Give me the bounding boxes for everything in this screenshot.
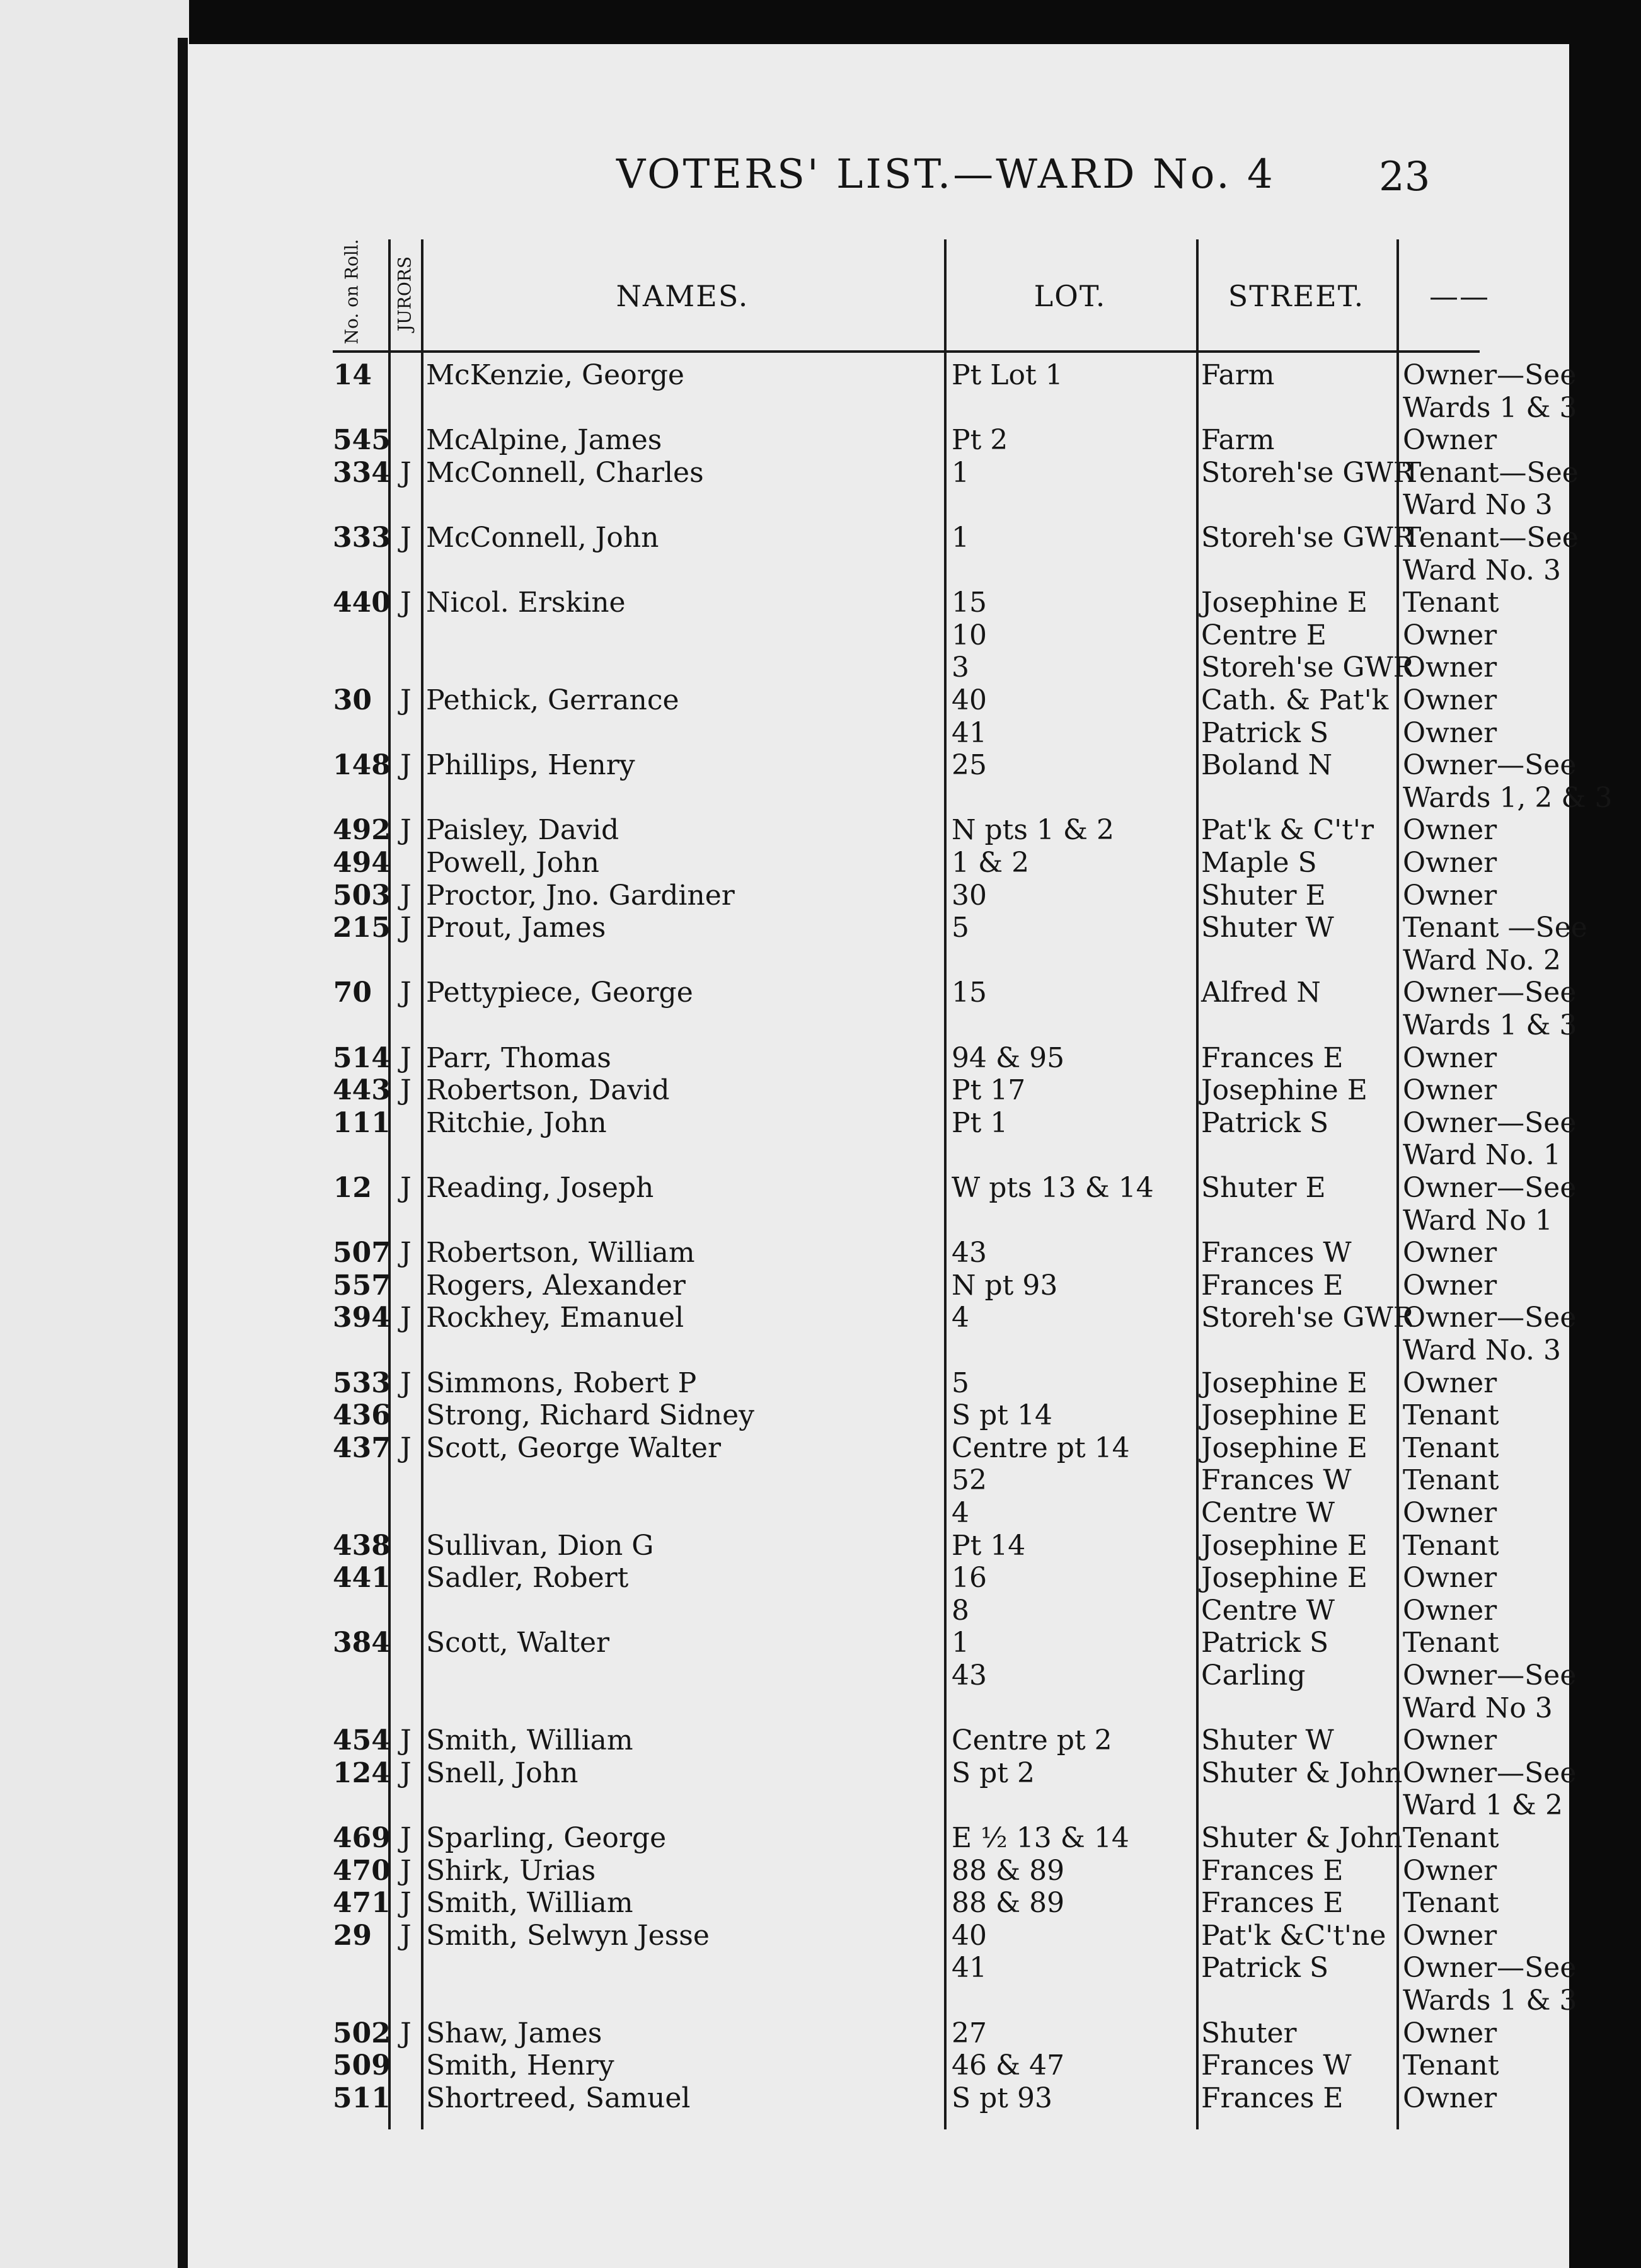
voter-name: Strong, Richard Sidney — [426, 1399, 755, 1432]
voter-name: Robertson, William — [426, 1237, 695, 1269]
juror-mark: J — [400, 2017, 412, 2049]
roll-number: 124 — [333, 1756, 391, 1789]
table-row — [333, 587, 1499, 619]
voter-name: Prout, James — [426, 912, 606, 944]
table-row — [333, 716, 1497, 750]
lot-cell: Pt 14 — [952, 1529, 1026, 1562]
status-cell: Owner — [1403, 1562, 1497, 1595]
table-row — [333, 1302, 1577, 1334]
table-row — [333, 2017, 1497, 2050]
status-cell: Owner — [1403, 684, 1497, 716]
page-title: VOTERS' LIST.—WARD No. 4 — [616, 151, 1275, 198]
col-header-street: STREET. — [1228, 279, 1365, 313]
table-row — [333, 1431, 1499, 1465]
street-cell: Patrick S — [1201, 1627, 1329, 1659]
street-cell: Josephine E — [1201, 1562, 1368, 1595]
voter-name: McConnell, Charles — [426, 456, 704, 489]
status-cell: Tenant — [1403, 1529, 1499, 1562]
table-row — [333, 1822, 1499, 1855]
roll-number: 502 — [333, 2017, 391, 2049]
lot-cell: 52 — [952, 1464, 987, 1497]
voter-name: Ritchie, John — [426, 1106, 607, 1139]
lot-cell: 41 — [952, 1952, 987, 1984]
table-row — [333, 814, 1497, 847]
voter-name: Proctor, Jno. Gardiner — [426, 879, 735, 912]
voter-name: Sullivan, Dion G — [426, 1529, 654, 1562]
voter-name: Pettypiece, George — [426, 976, 693, 1009]
status-cell: Tenant — [1403, 1464, 1499, 1497]
street-cell: Pat'k &C't'ne — [1201, 1919, 1386, 1952]
roll-number: 503 — [333, 879, 391, 912]
lot-cell: 43 — [952, 1659, 987, 1692]
roll-number: 334 — [333, 456, 391, 489]
table-row — [333, 651, 1497, 684]
table-row — [333, 912, 1587, 944]
status-cell: Owner — [1403, 424, 1497, 457]
voter-name: Rogers, Alexander — [426, 1269, 686, 1302]
status-cell: Tenant—See — [1403, 522, 1579, 554]
table-row — [333, 781, 1613, 815]
table-row — [333, 1366, 1497, 1400]
lot-cell: 4 — [952, 1302, 969, 1334]
juror-mark: J — [400, 1919, 412, 1952]
street-cell: Patrick S — [1201, 1106, 1329, 1139]
status-cell: Tenant — [1403, 2049, 1499, 2082]
juror-mark: J — [400, 976, 412, 1009]
street-cell: Shuter E — [1201, 1172, 1326, 1204]
roll-number: 469 — [333, 1822, 391, 1854]
voter-name: Shaw, James — [426, 2017, 602, 2049]
juror-mark: J — [400, 1431, 412, 1464]
status-cell: Owner — [1403, 1724, 1497, 1757]
voter-name: Smith, William — [426, 1887, 633, 1920]
status-cell: Tenant — [1403, 587, 1499, 619]
status-cell: Tenant—See — [1403, 456, 1579, 489]
status-cell: Owner—See — [1403, 1659, 1577, 1692]
table-row — [333, 1756, 1577, 1790]
status-cell: Owner — [1403, 2082, 1497, 2114]
roll-number: 440 — [333, 587, 391, 619]
street-cell: Shuter & John — [1201, 1756, 1403, 1789]
col-header-lot: LOT. — [1034, 279, 1107, 313]
table-row — [333, 391, 1577, 425]
voter-name: Parr, Thomas — [426, 1041, 611, 1074]
voter-name: Pethick, Gerrance — [426, 684, 679, 716]
street-cell: Josephine E — [1201, 1399, 1368, 1432]
street-cell: Carling — [1201, 1659, 1306, 1692]
lot-cell: 16 — [952, 1562, 987, 1595]
street-cell: Farm — [1201, 359, 1275, 391]
status-cell: Owner—See — [1403, 749, 1577, 782]
street-cell: Josephine E — [1201, 1366, 1368, 1399]
voter-name: Reading, Joseph — [426, 1172, 654, 1204]
table-row — [333, 1952, 1577, 1984]
table-row — [333, 619, 1497, 652]
lot-cell: 88 & 89 — [952, 1887, 1065, 1920]
lot-cell: 3 — [952, 651, 969, 684]
table-row — [333, 1497, 1497, 1530]
table-row — [333, 847, 1497, 879]
roll-number: 148 — [333, 749, 391, 782]
table-row — [333, 976, 1577, 1009]
street-cell: Storeh'se GWR — [1201, 1302, 1414, 1334]
lot-cell: 41 — [952, 716, 987, 749]
street-cell: Josephine E — [1201, 1529, 1368, 1562]
table-row — [333, 1106, 1577, 1140]
voter-name: Phillips, Henry — [426, 749, 635, 782]
lot-cell: Centre pt 2 — [952, 1724, 1112, 1757]
status-cell: Tenant — [1403, 1822, 1499, 1854]
lot-cell: 27 — [952, 2017, 987, 2049]
table-row — [333, 1854, 1497, 1887]
status-cell: Ward No 3 — [1403, 1692, 1553, 1724]
table-row — [333, 1269, 1497, 1302]
street-cell: Maple S — [1201, 847, 1317, 879]
status-cell: Owner — [1403, 1497, 1497, 1529]
voter-name: McKenzie, George — [426, 359, 684, 391]
street-cell: Josephine E — [1201, 1074, 1368, 1107]
juror-mark: J — [400, 1237, 412, 1269]
status-cell: Owner—See — [1403, 976, 1577, 1009]
voter-name: McConnell, John — [426, 522, 659, 554]
juror-mark: J — [400, 1074, 412, 1107]
roll-number: 441 — [333, 1562, 391, 1595]
voter-name: Snell, John — [426, 1756, 579, 1789]
table-row — [333, 1399, 1499, 1432]
lot-cell: Centre pt 14 — [952, 1431, 1130, 1464]
street-cell: Boland N — [1201, 749, 1333, 782]
table-row — [333, 1009, 1577, 1042]
juror-mark: J — [400, 1041, 412, 1074]
street-cell: Patrick S — [1201, 1952, 1329, 1984]
table-row — [333, 1724, 1497, 1757]
lot-cell: 5 — [952, 912, 969, 944]
status-cell: Owner — [1403, 1237, 1497, 1269]
juror-mark: J — [400, 1756, 412, 1789]
table-row — [333, 424, 1497, 457]
street-cell: Frances E — [1201, 1854, 1344, 1887]
street-cell: Farm — [1201, 424, 1275, 457]
col-header-status: —— — [1429, 279, 1490, 313]
voter-name: Sparling, George — [426, 1822, 667, 1854]
street-cell: Shuter W — [1201, 912, 1334, 944]
voter-name: Smith, William — [426, 1724, 633, 1757]
street-cell: Patrick S — [1201, 716, 1329, 749]
status-cell: Tenant —See — [1403, 912, 1587, 944]
street-cell: Frances W — [1201, 2049, 1352, 2082]
roll-number: 545 — [333, 424, 391, 457]
roll-number: 443 — [333, 1074, 391, 1107]
roll-number: 533 — [333, 1366, 391, 1399]
roll-number: 12 — [333, 1172, 372, 1204]
voter-name: Shirk, Urias — [426, 1854, 596, 1887]
juror-mark: J — [400, 1854, 412, 1887]
table-row — [333, 1594, 1497, 1627]
street-cell: Frances E — [1201, 1041, 1344, 1074]
col-header-no-on-roll: No. on Roll. — [341, 239, 362, 345]
status-cell: Owner — [1403, 1074, 1497, 1107]
lot-cell: 15 — [952, 587, 987, 619]
table-row — [333, 1204, 1553, 1237]
roll-number: 215 — [333, 912, 391, 944]
table-row — [333, 456, 1579, 490]
juror-mark: J — [400, 522, 412, 554]
status-cell: Owner — [1403, 1366, 1497, 1399]
lot-cell: 30 — [952, 879, 987, 912]
juror-mark: J — [400, 587, 412, 619]
juror-mark: J — [400, 912, 412, 944]
street-cell: Shuter W — [1201, 1724, 1334, 1757]
page-header — [188, 151, 1569, 220]
table-row — [333, 522, 1579, 554]
lot-cell: 1 — [952, 1627, 969, 1659]
table-row — [333, 684, 1497, 717]
lot-cell: 43 — [952, 1237, 987, 1269]
street-cell: Pat'k & C't'r — [1201, 814, 1374, 847]
status-cell: Wards 1 & 3 — [1403, 1009, 1577, 1041]
lot-cell: Pt 2 — [952, 424, 1008, 457]
lot-cell: N pt 93 — [952, 1269, 1058, 1302]
lot-cell: 94 & 95 — [952, 1041, 1065, 1074]
lot-cell: 40 — [952, 684, 987, 716]
status-cell: Owner — [1403, 847, 1497, 879]
roll-number: 494 — [333, 847, 391, 879]
street-cell: Storeh'se GWR — [1201, 522, 1414, 554]
lot-cell: 4 — [952, 1497, 969, 1529]
table-row — [333, 1887, 1499, 1920]
status-cell: Owner — [1403, 879, 1497, 912]
lot-cell: S pt 2 — [952, 1756, 1035, 1789]
roll-number: 471 — [333, 1887, 391, 1920]
roll-number: 511 — [333, 2082, 391, 2114]
lot-cell: 1 — [952, 522, 969, 554]
lot-cell: 88 & 89 — [952, 1854, 1065, 1887]
lot-cell: 1 & 2 — [952, 847, 1030, 879]
status-cell: Owner — [1403, 1919, 1497, 1952]
voter-name: Scott, Walter — [426, 1627, 610, 1659]
roll-number: 30 — [333, 684, 372, 716]
roll-number: 333 — [333, 522, 391, 554]
juror-mark: J — [400, 1366, 412, 1399]
juror-mark: J — [400, 684, 412, 716]
table-row — [333, 1919, 1497, 1952]
status-cell: Tenant — [1403, 1431, 1499, 1464]
lot-cell: 8 — [952, 1594, 969, 1627]
table-row — [333, 2082, 1497, 2115]
roll-number: 70 — [333, 976, 372, 1009]
status-cell: Ward No 3 — [1403, 489, 1553, 522]
status-cell: Tenant — [1403, 1627, 1499, 1659]
street-cell: Shuter — [1201, 2017, 1297, 2049]
street-cell: Frances W — [1201, 1237, 1352, 1269]
status-cell: Ward No. 2 — [1403, 944, 1562, 976]
street-cell: Cath. & Pat'k — [1201, 684, 1389, 716]
lot-cell: 10 — [952, 619, 987, 651]
status-cell: Owner—See — [1403, 1106, 1577, 1139]
juror-mark: J — [400, 1172, 412, 1204]
voter-name: Rockhey, Emanuel — [426, 1302, 684, 1334]
status-cell: Wards 1, 2 & 3 — [1403, 781, 1613, 814]
status-cell: Ward No. 1 — [1403, 1139, 1562, 1172]
voter-name: Shortreed, Samuel — [426, 2082, 691, 2114]
roll-number: 514 — [333, 1041, 391, 1074]
voter-name: Paisley, David — [426, 814, 619, 847]
lot-cell: Pt 1 — [952, 1106, 1008, 1139]
status-cell: Owner — [1403, 814, 1497, 847]
table-row — [333, 1789, 1563, 1822]
juror-mark: J — [400, 1724, 412, 1757]
voter-name: Smith, Selwyn Jesse — [426, 1919, 710, 1952]
street-cell: Frances E — [1201, 1269, 1344, 1302]
status-cell: Ward No 1 — [1403, 1204, 1553, 1237]
street-cell: Storeh'se GWR — [1201, 456, 1414, 489]
col-header-jurors: JURORS — [394, 256, 415, 332]
status-cell: Owner — [1403, 1854, 1497, 1887]
juror-mark: J — [400, 879, 412, 912]
voter-name: Simmons, Robert P — [426, 1366, 697, 1399]
status-cell: Owner—See — [1403, 1172, 1577, 1204]
lot-cell: 25 — [952, 749, 987, 782]
voters-table — [333, 239, 1613, 2129]
roll-number: 14 — [333, 359, 372, 391]
col-header-names: NAMES. — [616, 279, 749, 313]
status-cell: Owner—See — [1403, 1302, 1577, 1334]
roll-number: 394 — [333, 1302, 391, 1334]
status-cell: Wards 1 & 3 — [1403, 1984, 1577, 2017]
table-row — [333, 1529, 1499, 1562]
status-cell: Ward No. 3 — [1403, 554, 1562, 587]
voter-name: Powell, John — [426, 847, 599, 879]
roll-number: 437 — [333, 1431, 391, 1464]
table-row — [333, 1984, 1577, 2017]
street-cell: Frances W — [1201, 1464, 1352, 1497]
table-row — [333, 749, 1577, 782]
street-cell: Centre E — [1201, 619, 1327, 651]
lot-cell: 40 — [952, 1919, 987, 1952]
juror-mark: J — [400, 749, 412, 782]
table-row — [333, 944, 1562, 977]
status-cell: Ward 1 & 2 — [1403, 1789, 1563, 1822]
status-cell: Owner — [1403, 716, 1497, 749]
roll-number: 111 — [333, 1106, 391, 1139]
juror-mark: J — [400, 1822, 412, 1854]
lot-cell: N pts 1 & 2 — [952, 814, 1115, 847]
status-cell: Owner — [1403, 1041, 1497, 1074]
street-cell: Frances E — [1201, 2082, 1344, 2114]
street-cell: Centre W — [1201, 1497, 1335, 1529]
table-row — [333, 1139, 1562, 1172]
street-cell: Shuter E — [1201, 879, 1326, 912]
lot-cell: 15 — [952, 976, 987, 1009]
table-row — [333, 1627, 1499, 1659]
lot-cell: 46 & 47 — [952, 2049, 1065, 2082]
voter-name: Robertson, David — [426, 1074, 670, 1107]
street-cell: Centre W — [1201, 1594, 1335, 1627]
juror-mark: J — [400, 456, 412, 489]
street-cell: Frances E — [1201, 1887, 1344, 1920]
lot-cell: Pt 17 — [952, 1074, 1026, 1107]
street-cell: Alfred N — [1201, 976, 1321, 1009]
lot-cell: E ½ 13 & 14 — [952, 1822, 1129, 1854]
street-cell: Shuter & John — [1201, 1822, 1403, 1854]
table-row — [333, 1334, 1562, 1367]
lot-cell: S pt 93 — [952, 2082, 1052, 2114]
table-row — [333, 1237, 1497, 1269]
status-cell: Tenant — [1403, 1399, 1499, 1432]
street-cell: Josephine E — [1201, 587, 1368, 619]
voter-name: Sadler, Robert — [426, 1562, 629, 1595]
status-cell: Wards 1 & 3 — [1403, 391, 1577, 424]
lot-cell: Pt Lot 1 — [952, 359, 1063, 391]
binding-spine — [178, 38, 188, 2268]
table-row — [333, 1659, 1577, 1692]
status-cell: Tenant — [1403, 1887, 1499, 1920]
document-page — [188, 44, 1613, 2268]
roll-number: 557 — [333, 1269, 391, 1302]
table-row — [333, 489, 1553, 522]
table-row — [333, 1562, 1497, 1595]
juror-mark: J — [400, 1302, 412, 1334]
roll-number: 454 — [333, 1724, 391, 1757]
roll-number: 470 — [333, 1854, 391, 1887]
voter-name: Nicol. Erskine — [426, 587, 626, 619]
street-cell: Storeh'se GWR — [1201, 651, 1414, 684]
roll-number: 29 — [333, 1919, 372, 1952]
voter-name: McAlpine, James — [426, 424, 662, 457]
juror-mark: J — [400, 814, 412, 847]
table-row — [333, 359, 1577, 392]
roll-number: 384 — [333, 1627, 391, 1659]
table-row — [333, 2049, 1499, 2082]
voter-name: Smith, Henry — [426, 2049, 614, 2082]
table-row — [333, 1074, 1497, 1107]
table-row — [333, 1172, 1577, 1205]
voter-name: Scott, George Walter — [426, 1431, 721, 1464]
table-row — [333, 879, 1497, 912]
status-cell: Owner—See — [1403, 359, 1577, 391]
lot-cell: 1 — [952, 456, 969, 489]
roll-number: 436 — [333, 1399, 391, 1432]
lot-cell: W pts 13 & 14 — [952, 1172, 1154, 1204]
table-row — [333, 1041, 1497, 1075]
juror-mark: J — [400, 1887, 412, 1920]
table-row — [333, 554, 1562, 587]
street-cell: Josephine E — [1201, 1431, 1368, 1464]
left-margin — [0, 0, 189, 2268]
status-cell: Owner — [1403, 651, 1497, 684]
status-cell: Owner — [1403, 1594, 1497, 1627]
status-cell: Ward No. 3 — [1403, 1334, 1562, 1366]
status-cell: Owner—See — [1403, 1952, 1577, 1984]
status-cell: Owner — [1403, 1269, 1497, 1302]
table-row — [333, 1464, 1499, 1497]
lot-cell: 5 — [952, 1366, 969, 1399]
table-row — [333, 1692, 1553, 1725]
roll-number: 507 — [333, 1237, 391, 1269]
status-cell: Owner — [1403, 2017, 1497, 2049]
page-number: 23 — [1379, 154, 1431, 200]
roll-number: 492 — [333, 814, 391, 847]
roll-number: 438 — [333, 1529, 391, 1562]
roll-number: 509 — [333, 2049, 391, 2082]
status-cell: Owner—See — [1403, 1756, 1577, 1789]
lot-cell: S pt 14 — [952, 1399, 1052, 1432]
status-cell: Owner — [1403, 619, 1497, 651]
